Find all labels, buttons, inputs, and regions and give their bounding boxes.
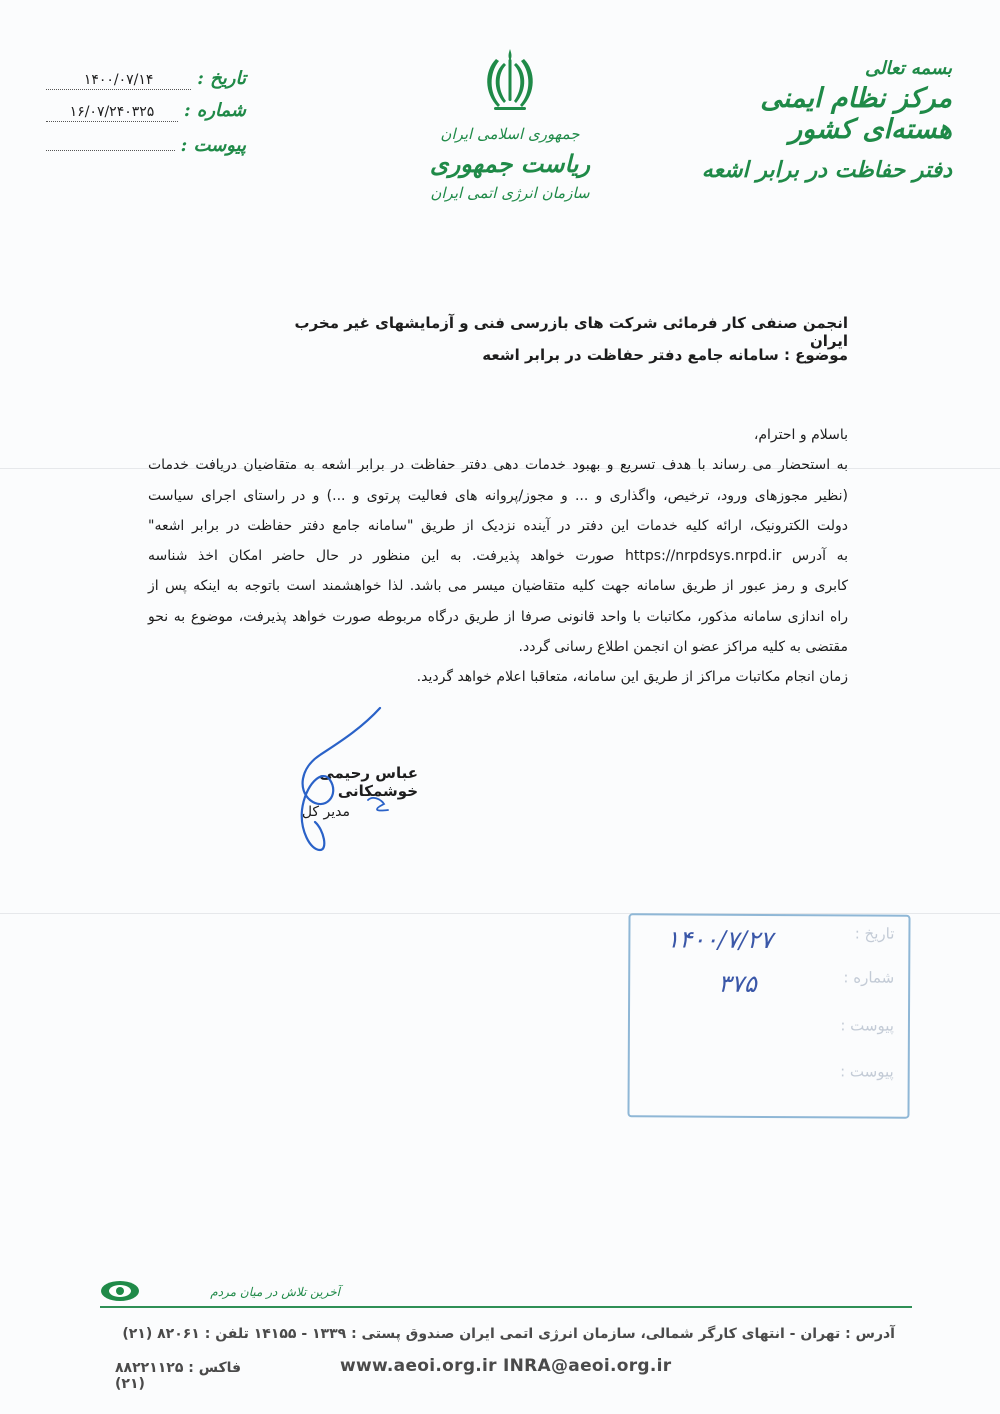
eye-logo-icon [100, 1280, 140, 1302]
handwritten-signature [280, 700, 410, 860]
stamp-attachment-label: پیوست : [840, 1016, 894, 1035]
body-line: مقتضی به کلیه مراکز عضو ان انجمن اطلاع رسانی گردد. [518, 639, 848, 656]
organization-name: مرکز نظام ایمنی هسته‌ای کشور [760, 83, 952, 145]
body-line: به آدرس https://nrpdsys.nrpd.ir صورت خواهد پذیرفت. به این منظور در حال حاضر امکان اخذ شناسه [148, 548, 848, 565]
meta-attachment-row [46, 132, 246, 164]
iran-emblem-icon [482, 45, 538, 115]
footer-fax: فاکس : ۸۸۲۲۱۱۲۵ (۲۱) [115, 1360, 242, 1392]
closing-line: زمان انجام مکاتبات مراکز از طریق این سامانه، متعاقبا اعلام خواهد گردید. [416, 669, 848, 686]
stamp-fourth-label: پیوست : [840, 1062, 894, 1081]
letter-meta [46, 68, 246, 164]
body-line: راه اندازی سامانه مذکور، مکاتبات با واحد قانونی صرفا از طریق درگاه مربوطه صورت خواهد پذیرفت، موضوع به نحو [148, 608, 848, 625]
signatory-title: مدیر کل [301, 804, 350, 820]
stamp-date-row [630, 923, 908, 964]
footer-email[interactable]: INRA@aeoi.org.ir [503, 1356, 672, 1376]
stamp-number-value: ۳۷۵ [718, 969, 757, 998]
emblem-line-presidency: ریاست جمهوری [429, 149, 591, 178]
meta-date-row [46, 68, 246, 100]
letter-body [148, 420, 848, 693]
recipient-line: انجمن صنفی کار فرمائی شرکت های بازرسی فنی و آزمایشهای غیر مخرب ایران [294, 314, 848, 350]
footer-address: آدرس : تهران - انتهای کارگر شمالی، سازمان انرژی اتمی ایران صندوق پستی : ۱۳۳۹ - ۱۴۱۵۵ تلفن : ۸۲۰۶۱ (۲۱) [122, 1326, 895, 1342]
stamp-attachment-row [630, 1015, 908, 1056]
emblem-line-aeoi: سازمان انرژی اتمی ایران [430, 184, 590, 202]
signatory-name: عباس رحیمی خوشمکانی [319, 764, 418, 800]
body-line: (نظیر مجوزهای ورود، ترخیص، واگذاری و ... و مجوز/پروانه های فعالیت پرتوی و ...) و در راستای اجرای سیاست [148, 487, 848, 504]
department-name: دفتر حفاظت در برابر اشعه [701, 157, 952, 183]
meta-number-row [46, 100, 246, 132]
attachment-label: پیوست : [180, 135, 246, 156]
date-label: تاریخ : [197, 68, 246, 89]
footer-divider [100, 1306, 912, 1308]
stamp-number-row [630, 967, 908, 1008]
footer-slogan: آخرین تلاش در میان مردم [210, 1285, 340, 1299]
header-emblem-block [420, 45, 600, 202]
body-line: به استحضار می رساند با هدف تسریع و بهبود خدمات دهی دفتر حفاظت در برابر اشعه به متقاضیان دریافت خدمات [148, 457, 848, 474]
stamp-fourth-row [630, 1061, 908, 1102]
number-value: ۱۶/۰۷/۲۴۰۳۲۵ [46, 103, 178, 122]
stamp-date-value: ۱۴۰۰/۷/۲۷ [666, 925, 773, 955]
subject-line: موضوع : سامانه جامع دفتر حفاظت در برابر اشعه [482, 346, 848, 364]
header-organization [672, 58, 952, 183]
receipt-stamp [627, 913, 910, 1118]
stamp-number-label: شماره : [843, 968, 895, 987]
footer-logos [100, 1278, 340, 1306]
greeting: باسلام و احترام، [753, 427, 848, 443]
number-label: شماره : [183, 100, 246, 121]
emblem-line-country: جمهوری اسلامی ایران [440, 125, 580, 143]
attachment-value [46, 132, 175, 151]
stamp-date-label: تاریخ : [854, 924, 895, 943]
bismillah-text: بسمه تعالی [864, 58, 952, 79]
body-line: دولت الکترونیک، ارائه کلیه خدمات این دفتر در آینده نزدیک از طریق "سامانه جامع دفتر حفاظت در برابر اشعه" [148, 517, 848, 534]
footer-website[interactable]: www.aeoi.org.ir [340, 1356, 497, 1376]
body-line: کابری و رمز عبور از طریق سامانه جهت کلیه متقاضیان میسر می باشد. لذا خواهشمند است باتوجه به اینکه پس از [148, 578, 848, 595]
date-value: ۱۴۰۰/۰۷/۱۴ [46, 71, 191, 90]
